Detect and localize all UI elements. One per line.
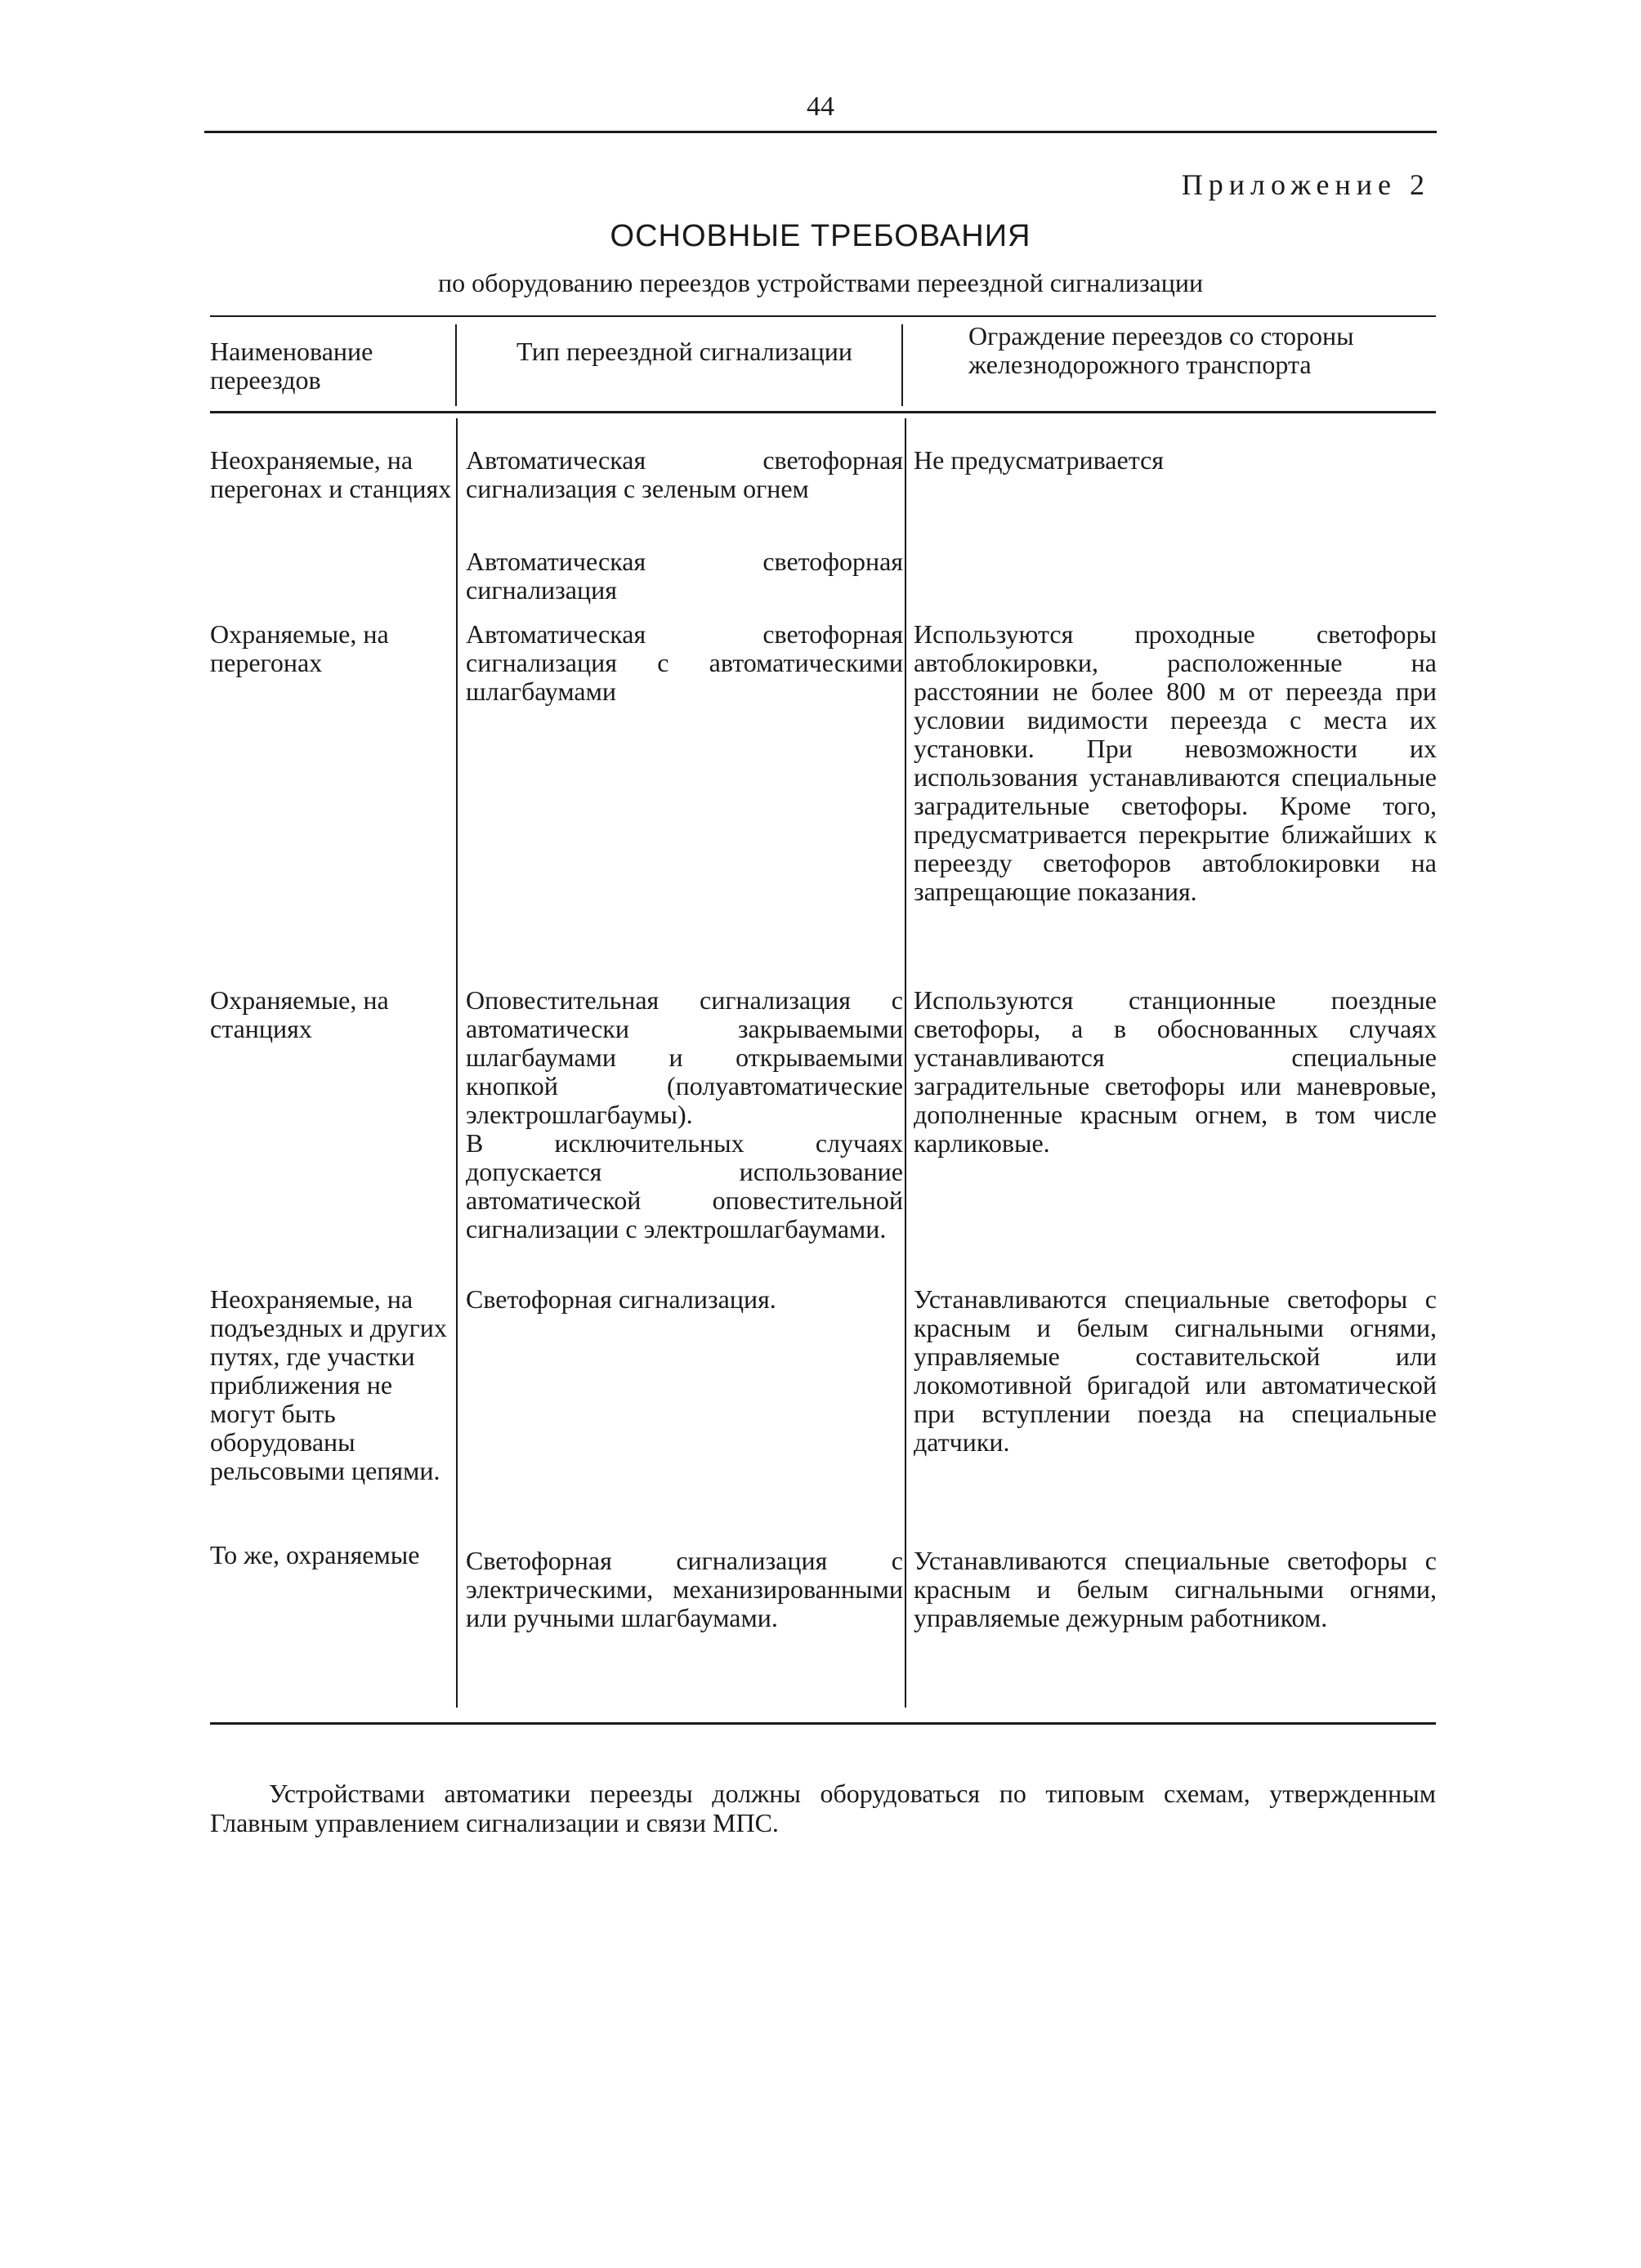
row-name-cell: Охраняемые, на станциях — [210, 985, 389, 1043]
row-protection-cell: Устанавливаются специальные светофоры с красным и белым сигнальными огнями, управляемые составительской или локомотивной бригадой или автоматической при вступлении поезда на специальные датчики. — [914, 1284, 1437, 1457]
document-subtitle: по оборудованию переездов устройствами переездной сигнализации — [437, 268, 1204, 297]
appendix-label: Приложение 2 — [1181, 168, 1430, 201]
column-divider-1 — [456, 418, 458, 1708]
row-type-extra-cell: Автоматическая светофорная сигнализация — [466, 547, 903, 605]
row-type-cell: Автоматическая светофорная сигнализация с автоматическими шлагбаумами — [466, 619, 903, 706]
row-type-extra-cell: В исключительных случаях допускается использование автоматической оповестительной сигнализации с электрошлагбаумами. — [466, 1128, 903, 1243]
row-type-cell: Автоматическая светофорная сигнализация с зеленым огнем — [466, 445, 903, 503]
column-header-protection: Ограждение переездов со стороны железнодорожного транспорта — [968, 321, 1354, 379]
table-top-rule — [210, 315, 1436, 317]
row-type-cell: Оповестительная сигнализация с автоматически закрываемыми шлагбаумами и открываемыми кнопкой (полуавтоматические электрошлагбаумы). — [466, 985, 903, 1129]
header-divider-1 — [455, 324, 457, 406]
row-name-cell: Неохраняемые, на подъездных и других путях, где участки приближения не могут быть оборудованы рельсовыми цепями. — [210, 1284, 447, 1485]
row-type-cell: Светофорная сигнализация. — [466, 1284, 776, 1314]
page-number: 44 — [807, 92, 834, 122]
row-protection-cell: Используются проходные светофоры автоблокировки, расположенные на расстоянии не более 800 м от переезда при условии видимости переезда с места их установки. При невозможности их использования устанавливаются специальные заградительные светофоры. Кроме того, предусматривается перекрытие ближайших к переезду светофоров автоблокировки на запрещающие показания. — [914, 619, 1437, 906]
top-rule — [204, 131, 1437, 133]
row-name-cell: То же, охраняемые — [210, 1540, 420, 1569]
column-header-name: Наименование переездов — [210, 337, 373, 395]
table-header-rule — [210, 411, 1436, 413]
row-protection-cell: Используются станционные поездные светофоры, а в обоснованных случаях устанавливаются специальные заградительные светофоры или маневровые, дополненные красным огнем, в том числе карликовые. — [914, 985, 1437, 1158]
row-protection-cell: Не предусматривается — [914, 445, 1164, 475]
row-name-cell: Неохраняемые, на перегонах и станциях — [210, 445, 452, 503]
row-type-cell: Светофорная сигнализация с электрическими, механизированными или ручными шлагбаумами. — [466, 1546, 903, 1632]
column-header-type: Тип переездной сигнализации — [516, 337, 853, 366]
row-protection-cell: Устанавливаются специальные светофоры с красным и белым сигнальными огнями, управляемые дежурным работником. — [914, 1546, 1437, 1632]
row-name-cell: Охраняемые, на перегонах — [210, 619, 389, 677]
footer-note: Устройствами автоматики переезды должны оборудоваться по типовым схемам, утвержденным Главным управлением сигнализации и связи МПС. — [210, 1779, 1436, 1837]
document-title: ОСНОВНЫЕ ТРЕБОВАНИЯ — [610, 219, 1031, 253]
table-bottom-rule — [210, 1722, 1436, 1725]
column-divider-2 — [905, 418, 906, 1708]
